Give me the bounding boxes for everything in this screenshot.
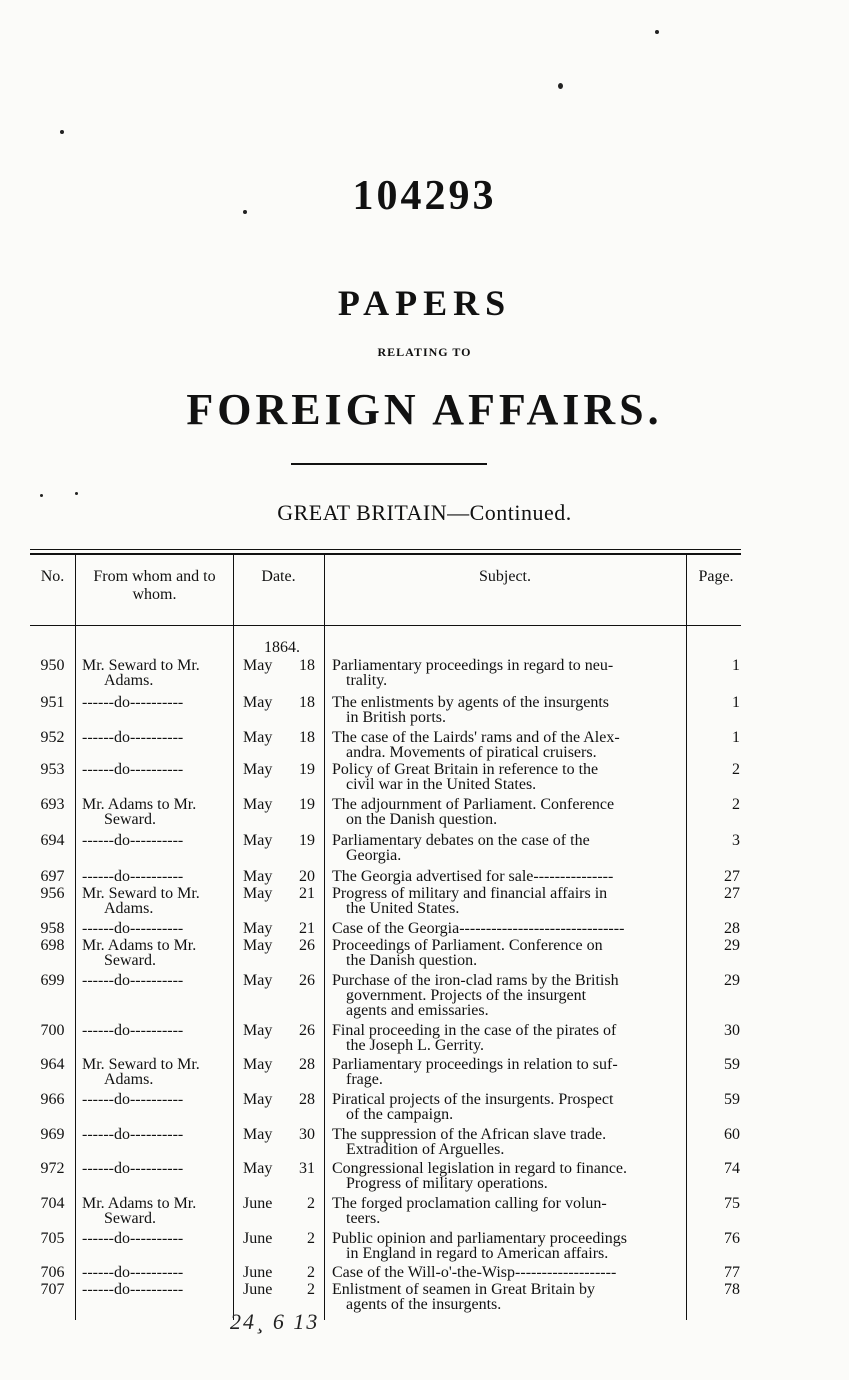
- row-month: May: [243, 657, 273, 674]
- header-page: Page.: [698, 568, 734, 585]
- row-correspondent: Mr. Adams to Mr.: [82, 796, 197, 813]
- row-number: 707: [40, 1281, 65, 1298]
- row-correspondent: ------do----------: [82, 761, 184, 778]
- row-correspondent: ------do----------: [82, 1091, 184, 1108]
- row-day: 19: [299, 832, 315, 849]
- row-subject: [332, 869, 682, 884]
- row-subject-line1: Parliamentary debates on the case of the: [332, 832, 590, 849]
- row-correspondent: Mr. Seward to Mr.: [82, 657, 200, 674]
- row-number: 969: [40, 1126, 65, 1143]
- row-subject-line1: Final proceeding in the case of the pirates of: [332, 1022, 617, 1039]
- row-subject: [332, 833, 682, 863]
- row-page: 3: [732, 832, 740, 849]
- row-month: May: [243, 1022, 273, 1039]
- speck: [558, 83, 563, 89]
- row-subject: [332, 973, 682, 1018]
- row-subject: [332, 886, 682, 916]
- row-subject-line1: Policy of Great Britain in reference to the: [332, 761, 599, 778]
- row-number: 694: [40, 832, 65, 849]
- row-month: May: [243, 694, 273, 711]
- row-number: 698: [40, 937, 65, 954]
- row-subject-line1: Purchase of the iron-clad rams by the British: [332, 972, 619, 989]
- row-month: May: [243, 1126, 273, 1143]
- row-page: 78: [724, 1281, 740, 1298]
- row-day: 26: [299, 972, 315, 989]
- column-divider: [233, 555, 234, 1320]
- row-day: 2: [307, 1264, 315, 1281]
- row-number: 950: [40, 657, 65, 674]
- row-subject-line1: Parliamentary proceedings in regard to neu-: [332, 657, 614, 674]
- row-month: May: [243, 972, 273, 989]
- row-correspondent-line2: Adams.: [104, 1071, 154, 1088]
- row-number: 704: [40, 1195, 65, 1212]
- row-subject-line1: The Georgia advertised for sale---------------: [332, 868, 614, 885]
- row-number: 693: [40, 796, 65, 813]
- row-subject: [332, 1265, 682, 1280]
- row-subject: [332, 1161, 682, 1191]
- row-subject-subject2: Progress of military operations.: [346, 1175, 548, 1192]
- table-header-rule: [30, 625, 741, 626]
- header-subject: Subject.: [479, 568, 531, 585]
- row-page: 27: [724, 885, 740, 902]
- row-subject-subject2: in England in regard to American affairs.: [346, 1245, 609, 1262]
- row-page: 27: [724, 868, 740, 885]
- row-day: 28: [299, 1056, 315, 1073]
- row-subject-subject2: frage.: [346, 1071, 383, 1088]
- row-number: 956: [40, 885, 65, 902]
- row-subject-line1: Progress of military and financial affairs in: [332, 885, 608, 902]
- row-subject-line1: The case of the Lairds' rams and of the Alex-: [332, 729, 620, 746]
- row-number: 951: [40, 694, 65, 711]
- table-top-rule: [30, 549, 741, 550]
- row-subject: [332, 1057, 682, 1087]
- speck: [40, 494, 43, 497]
- column-divider: [686, 555, 687, 1320]
- row-page: 30: [724, 1022, 740, 1039]
- region-heading: GREAT BRITAIN—Continued.: [277, 500, 572, 525]
- row-number: 697: [40, 868, 65, 885]
- row-number: 699: [40, 972, 65, 989]
- row-subject-subject2: of the campaign.: [346, 1106, 454, 1123]
- row-day: 28: [299, 1091, 315, 1108]
- row-subject-subject2: Extradition of Arguelles.: [346, 1141, 505, 1158]
- row-number: 706: [40, 1264, 65, 1281]
- row-page: 2: [732, 796, 740, 813]
- year-label: 1864.: [264, 639, 300, 656]
- row-day: 19: [299, 796, 315, 813]
- row-subject-subject3: agents and emissaries.: [346, 1002, 489, 1019]
- row-subject-subject2: agents of the insurgents.: [346, 1296, 502, 1313]
- row-day: 21: [299, 885, 315, 902]
- row-month: June: [243, 1230, 273, 1247]
- row-subject-subject2: Georgia.: [346, 847, 402, 864]
- row-correspondent: Mr. Seward to Mr.: [82, 885, 200, 902]
- row-page: 76: [724, 1230, 740, 1247]
- row-page: 1: [732, 657, 740, 674]
- row-month: May: [243, 885, 273, 902]
- row-correspondent-line2: Adams.: [104, 900, 154, 917]
- title-papers: PAPERS: [337, 283, 512, 323]
- row-subject-subject2: the United States.: [346, 900, 460, 917]
- row-number: 952: [40, 729, 65, 746]
- row-correspondent: ------do----------: [82, 832, 184, 849]
- row-month: June: [243, 1281, 273, 1298]
- row-page: 59: [724, 1091, 740, 1108]
- row-day: 26: [299, 1022, 315, 1039]
- row-month: May: [243, 761, 273, 778]
- row-correspondent-line2: Seward.: [104, 811, 156, 828]
- header-date: Date.: [261, 568, 296, 585]
- row-subject-subject2: teers.: [346, 1210, 381, 1227]
- header-from: From whom and to whom.: [93, 568, 216, 603]
- row-subject: [332, 658, 682, 688]
- row-day: 30: [299, 1126, 315, 1143]
- row-subject: [332, 797, 682, 827]
- row-correspondent: ------do----------: [82, 694, 184, 711]
- row-subject-line1: Public opinion and parliamentary proceedings: [332, 1230, 628, 1247]
- row-month: June: [243, 1264, 273, 1281]
- row-subject-line1: Enlistment of seamen in Great Britain by: [332, 1281, 596, 1298]
- row-subject-line1: The forged proclamation calling for volun-: [332, 1195, 607, 1212]
- row-subject-line1: Case of the Will-o'-the-Wisp-------------------: [332, 1264, 617, 1281]
- row-month: June: [243, 1195, 273, 1212]
- row-day: 18: [299, 694, 315, 711]
- title-main: FOREIGN AFFAIRS.: [186, 385, 663, 434]
- speck: [243, 210, 247, 214]
- row-page: 29: [724, 937, 740, 954]
- row-correspondent: ------do----------: [82, 972, 184, 989]
- row-correspondent: ------do----------: [82, 920, 184, 937]
- row-number: 972: [40, 1160, 65, 1177]
- row-day: 20: [299, 868, 315, 885]
- row-month: May: [243, 1091, 273, 1108]
- row-month: May: [243, 937, 273, 954]
- row-day: 26: [299, 937, 315, 954]
- row-correspondent: Mr. Adams to Mr.: [82, 937, 197, 954]
- row-page: 1: [732, 729, 740, 746]
- row-page: 28: [724, 920, 740, 937]
- row-correspondent: ------do----------: [82, 868, 184, 885]
- row-subject: [332, 695, 682, 725]
- row-subject: [332, 1023, 682, 1053]
- title-relating: RELATING TO: [377, 345, 472, 359]
- row-correspondent-line2: Seward.: [104, 952, 156, 969]
- row-subject-line1: The adjournment of Parliament. Conference: [332, 796, 615, 813]
- row-subject: [332, 938, 682, 968]
- row-page: 75: [724, 1195, 740, 1212]
- row-number: 958: [40, 920, 65, 937]
- header-no: No.: [40, 568, 65, 585]
- row-subject-subject2: trality.: [346, 672, 388, 689]
- row-day: 19: [299, 761, 315, 778]
- row-correspondent-line2: Seward.: [104, 1210, 156, 1227]
- row-day: 2: [307, 1195, 315, 1212]
- row-correspondent: Mr. Adams to Mr.: [82, 1195, 197, 1212]
- row-subject-line1: The enlistments by agents of the insurgents: [332, 694, 609, 711]
- row-correspondent: ------do----------: [82, 1126, 184, 1143]
- row-day: 31: [299, 1160, 315, 1177]
- title-rule: [291, 463, 487, 465]
- row-month: May: [243, 1160, 273, 1177]
- row-subject: [332, 1092, 682, 1122]
- row-month: May: [243, 832, 273, 849]
- row-subject-subject2: on the Danish question.: [346, 811, 498, 828]
- row-subject: [332, 762, 682, 792]
- row-correspondent: ------do----------: [82, 1160, 184, 1177]
- speck: [75, 492, 78, 495]
- row-day: 18: [299, 729, 315, 746]
- row-subject-line1: Proceedings of Parliament. Conference on: [332, 937, 603, 954]
- row-subject-line1: Parliamentary proceedings in relation to suf-: [332, 1056, 618, 1073]
- row-subject-line1: Case of the Georgia-------------------------------: [332, 920, 625, 937]
- row-number: 953: [40, 761, 65, 778]
- row-number: 705: [40, 1230, 65, 1247]
- row-month: May: [243, 729, 273, 746]
- row-correspondent: ------do----------: [82, 1230, 184, 1247]
- row-day: 2: [307, 1230, 315, 1247]
- row-subject: [332, 1127, 682, 1157]
- row-subject: [332, 921, 682, 936]
- row-correspondent: ------do----------: [82, 1022, 184, 1039]
- row-number: 966: [40, 1091, 65, 1108]
- row-day: 21: [299, 920, 315, 937]
- row-page: 29: [724, 972, 740, 989]
- row-number: 700: [40, 1022, 65, 1039]
- row-page: 1: [732, 694, 740, 711]
- row-subject-subject2: in British ports.: [346, 709, 447, 726]
- row-subject: [332, 1196, 682, 1226]
- row-correspondent: ------do----------: [82, 1281, 184, 1298]
- row-day: 18: [299, 657, 315, 674]
- row-subject: [332, 730, 682, 760]
- speck: [60, 130, 64, 134]
- row-page: 2: [732, 761, 740, 778]
- row-day: 2: [307, 1281, 315, 1298]
- column-divider: [324, 555, 325, 1320]
- row-page: 59: [724, 1056, 740, 1073]
- row-month: May: [243, 796, 273, 813]
- row-page: 74: [724, 1160, 740, 1177]
- row-correspondent: Mr. Seward to Mr.: [82, 1056, 200, 1073]
- row-subject-subject2: civil war in the United States.: [346, 776, 537, 793]
- row-month: May: [243, 920, 273, 937]
- document-number: 104293: [352, 173, 497, 219]
- row-subject-subject2: andra. Movements of piratical cruisers.: [346, 744, 597, 761]
- handwritten-mark: 24¸ 6 13: [230, 1309, 320, 1334]
- row-number: 964: [40, 1056, 65, 1073]
- row-correspondent: ------do----------: [82, 729, 184, 746]
- row-subject-subject2: the Danish question.: [346, 952, 478, 969]
- row-subject-subject2: the Joseph L. Gerrity.: [346, 1037, 485, 1054]
- row-month: May: [243, 868, 273, 885]
- row-subject: [332, 1282, 682, 1312]
- speck: [655, 30, 659, 34]
- row-page: 60: [724, 1126, 740, 1143]
- row-subject-line1: Congressional legislation in regard to finance.: [332, 1160, 628, 1177]
- row-subject-line1: The suppression of the African slave trade.: [332, 1126, 607, 1143]
- row-subject-line1: Piratical projects of the insurgents. Prospect: [332, 1091, 614, 1108]
- row-page: 77: [724, 1264, 740, 1281]
- row-month: May: [243, 1056, 273, 1073]
- column-divider: [75, 555, 76, 1320]
- table-top-rule-thick: [30, 553, 741, 555]
- row-subject: [332, 1231, 682, 1261]
- row-correspondent-line2: Adams.: [104, 672, 154, 689]
- row-subject-subject2: government. Projects of the insurgent: [346, 987, 587, 1004]
- row-correspondent: ------do----------: [82, 1264, 184, 1281]
